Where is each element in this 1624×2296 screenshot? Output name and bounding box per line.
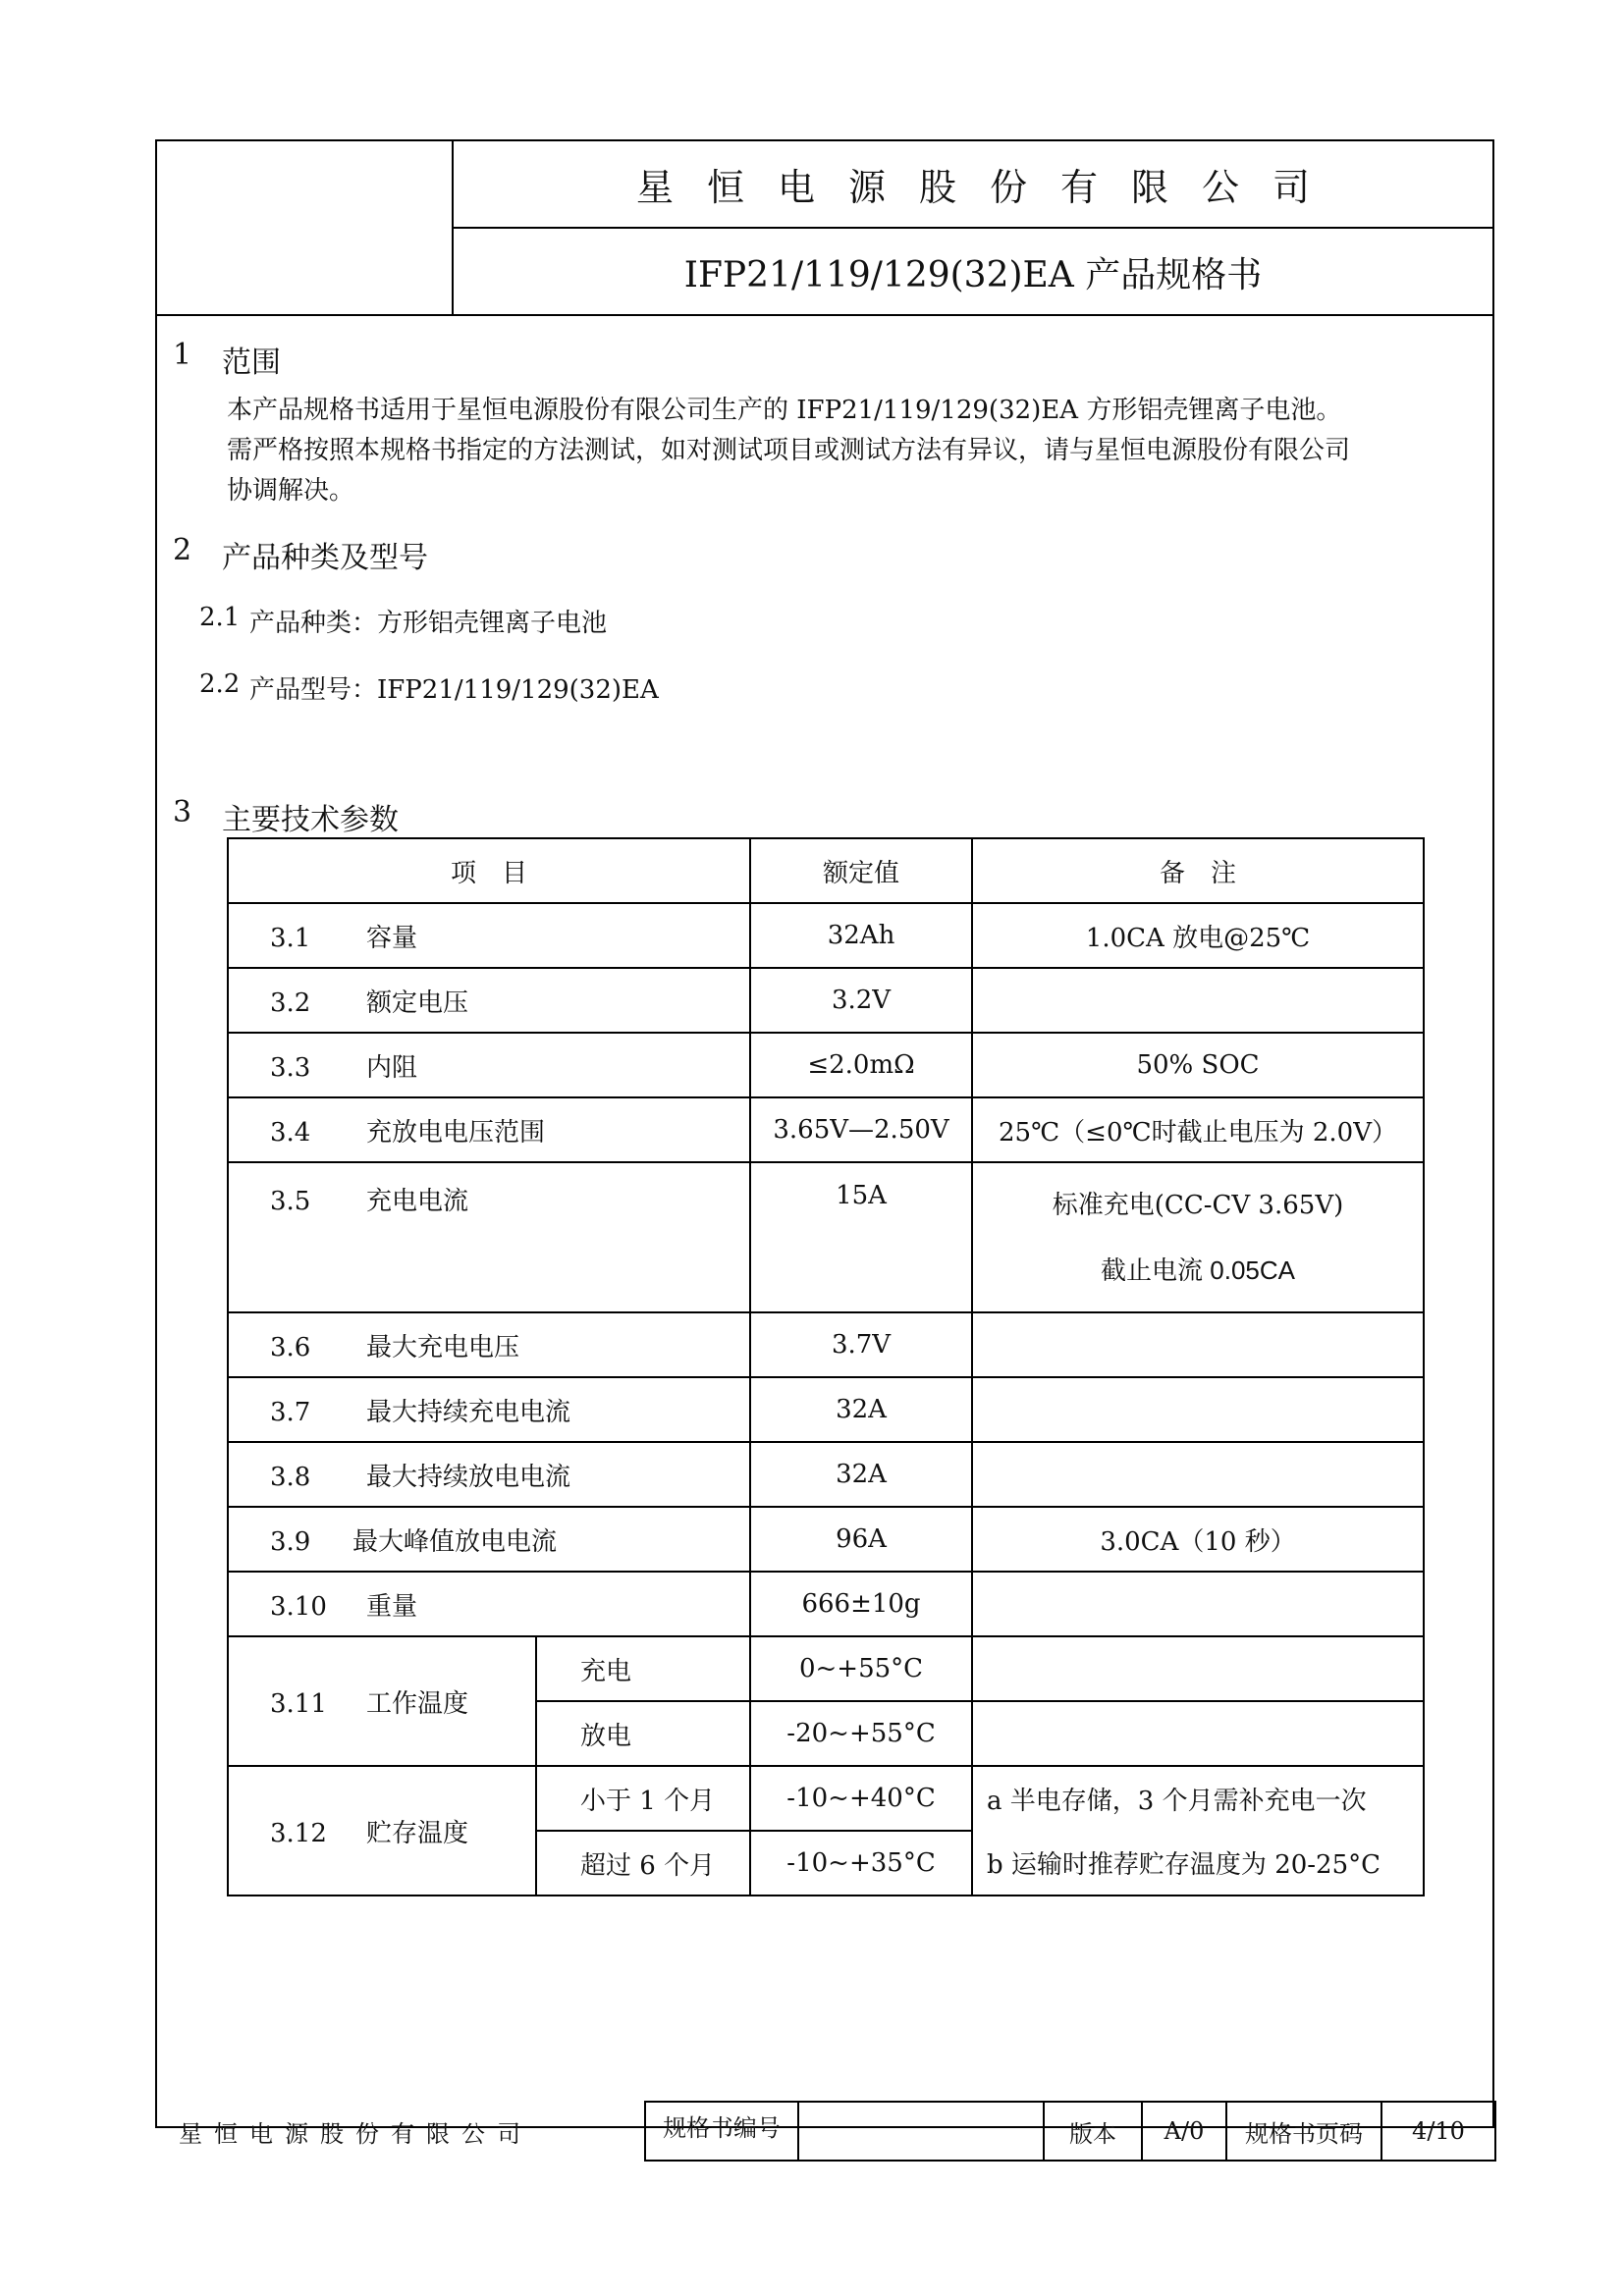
table-header-row bbox=[228, 838, 1424, 903]
row-value: 666±10g bbox=[750, 1572, 972, 1636]
footer-version-value: A/0 bbox=[1142, 2102, 1226, 2161]
row-note: 25℃（≤0℃时截止电压为 2.0V） bbox=[972, 1097, 1424, 1162]
row-number: 3.7 bbox=[270, 1397, 311, 1427]
row-value: 3.2V bbox=[750, 968, 972, 1033]
row-label: 内阻 bbox=[366, 1052, 418, 1083]
row-number: 3.6 bbox=[270, 1332, 311, 1362]
section-2-number: 2 bbox=[173, 533, 192, 567]
row-note: 50% SOC bbox=[972, 1033, 1424, 1097]
row-label: 额定电压 bbox=[366, 988, 469, 1018]
footer-page-label: 规格书页码 bbox=[1226, 2102, 1381, 2161]
section-1-title: 范围 bbox=[222, 346, 281, 380]
row-value: 0~+55°C bbox=[750, 1636, 972, 1701]
row-number: 3.9 bbox=[270, 1526, 311, 1557]
row-condition: 小于 1 个月 bbox=[536, 1766, 750, 1831]
row-note: b 运输时推荐贮存温度为 20-25°C bbox=[972, 1831, 1424, 1896]
row-note: a 半电存储，3 个月需补充电一次 bbox=[972, 1766, 1424, 1831]
footer-version-label: 版本 bbox=[1044, 2102, 1142, 2161]
section-1-line-2: 需严格按照本规格书指定的方法测试，如对测试项目或测试方法有异议，请与星恒电源股份有限公司 bbox=[227, 436, 1351, 465]
section-3-number: 3 bbox=[173, 795, 192, 829]
footer-spec-no-label: 规格书编号 bbox=[645, 2102, 798, 2161]
table-row bbox=[228, 1097, 1424, 1162]
row-number: 3.4 bbox=[270, 1117, 311, 1148]
row-label: 最大持续放电电流 bbox=[366, 1462, 571, 1492]
section-2-2-text: 产品型号：IFP21/119/129(32)EA bbox=[249, 675, 659, 705]
row-value: -10~+40°C bbox=[750, 1766, 972, 1831]
row-value: -10~+35°C bbox=[750, 1831, 972, 1896]
row-label: 工作温度 bbox=[366, 1688, 469, 1719]
table-row bbox=[228, 1377, 1424, 1442]
table-row bbox=[228, 903, 1424, 968]
row-note bbox=[972, 1377, 1424, 1442]
row-note: 3.0CA（10 秒） bbox=[972, 1507, 1424, 1572]
row-value: 32A bbox=[750, 1377, 972, 1442]
row-label: 重量 bbox=[366, 1591, 418, 1622]
header-item: 项 目 bbox=[228, 838, 750, 903]
header-rated: 额定值 bbox=[750, 838, 972, 903]
row-label: 容量 bbox=[366, 923, 418, 953]
row-note-2: 截止电流 0.05CA bbox=[1101, 1255, 1295, 1285]
table-row bbox=[228, 1766, 1424, 1831]
row-note: 标准充电(CC-CV 3.65V) bbox=[1052, 1190, 1344, 1220]
row-label: 最大持续充电电流 bbox=[366, 1397, 571, 1427]
table-row bbox=[228, 1033, 1424, 1097]
row-condition: 充电 bbox=[536, 1636, 750, 1701]
spec-table bbox=[227, 837, 1425, 1896]
row-value: -20~+55°C bbox=[750, 1701, 972, 1766]
row-note-cell bbox=[972, 1162, 1424, 1312]
row-number: 3.5 bbox=[270, 1187, 311, 1216]
section-2-1-text: 产品种类：方形铝壳锂离子电池 bbox=[249, 609, 608, 638]
row-number: 3.8 bbox=[270, 1462, 311, 1492]
row-note bbox=[972, 1701, 1424, 1766]
row-number: 3.10 bbox=[270, 1591, 327, 1622]
header-company: 星恒电源股份有限公司 bbox=[454, 141, 1492, 229]
footer-table bbox=[644, 2101, 1496, 2162]
table-row bbox=[228, 1442, 1424, 1507]
footer-company: 星恒电源股份有限公司 bbox=[179, 2120, 532, 2148]
section-2-2-number: 2.2 bbox=[199, 669, 241, 699]
row-label: 贮存温度 bbox=[366, 1818, 469, 1848]
section-1-line-3: 协调解决。 bbox=[227, 476, 355, 506]
header-logo-area bbox=[157, 141, 454, 316]
row-note: 1.0CA 放电@25℃ bbox=[972, 903, 1424, 968]
table-row bbox=[228, 968, 1424, 1033]
row-label: 最大峰值放电电流 bbox=[352, 1526, 558, 1557]
table-row bbox=[228, 1572, 1424, 1636]
header-note: 备 注 bbox=[972, 838, 1424, 903]
row-value: 32Ah bbox=[750, 903, 972, 968]
row-number: 3.11 bbox=[270, 1688, 327, 1719]
header-divider bbox=[157, 314, 1492, 316]
row-note bbox=[972, 1312, 1424, 1377]
section-1-line-1: 本产品规格书适用于星恒电源股份有限公司生产的 IFP21/119/129(32)EA 方形铝壳锂离子电池。 bbox=[227, 396, 1342, 425]
section-2-title: 产品种类及型号 bbox=[222, 541, 428, 575]
footer-page-value: 4/10 bbox=[1381, 2102, 1495, 2161]
row-note bbox=[972, 1636, 1424, 1701]
section-1-number: 1 bbox=[173, 338, 192, 372]
row-note bbox=[972, 1572, 1424, 1636]
row-value: 3.7V bbox=[750, 1312, 972, 1377]
row-value: 32A bbox=[750, 1442, 972, 1507]
row-value: 96A bbox=[750, 1507, 972, 1572]
table-row bbox=[228, 1636, 1424, 1701]
row-value: 15A bbox=[750, 1162, 972, 1312]
header-title: IFP21/119/129(32)EA 产品规格书 bbox=[683, 255, 1263, 295]
table-row bbox=[228, 1162, 1424, 1312]
row-number: 3.1 bbox=[270, 923, 311, 953]
row-note bbox=[972, 968, 1424, 1033]
row-label: 最大充电电压 bbox=[366, 1332, 520, 1362]
footer-spec-no-value bbox=[798, 2102, 1044, 2161]
row-note bbox=[972, 1442, 1424, 1507]
row-number: 3.3 bbox=[270, 1052, 311, 1083]
section-2-1-number: 2.1 bbox=[199, 603, 241, 632]
row-label: 充电电流 bbox=[366, 1187, 469, 1216]
row-number: 3.12 bbox=[270, 1818, 327, 1848]
row-value: 3.65V—2.50V bbox=[750, 1097, 972, 1162]
row-condition: 超过 6 个月 bbox=[536, 1831, 750, 1896]
table-row bbox=[228, 1507, 1424, 1572]
section-3-title: 主要技术参数 bbox=[222, 803, 399, 837]
footer bbox=[155, 2101, 1494, 2162]
row-number: 3.2 bbox=[270, 988, 311, 1018]
row-label: 充放电电压范围 bbox=[366, 1117, 546, 1148]
table-row bbox=[228, 1312, 1424, 1377]
row-condition: 放电 bbox=[536, 1701, 750, 1766]
row-value: ≤2.0mΩ bbox=[750, 1033, 972, 1097]
